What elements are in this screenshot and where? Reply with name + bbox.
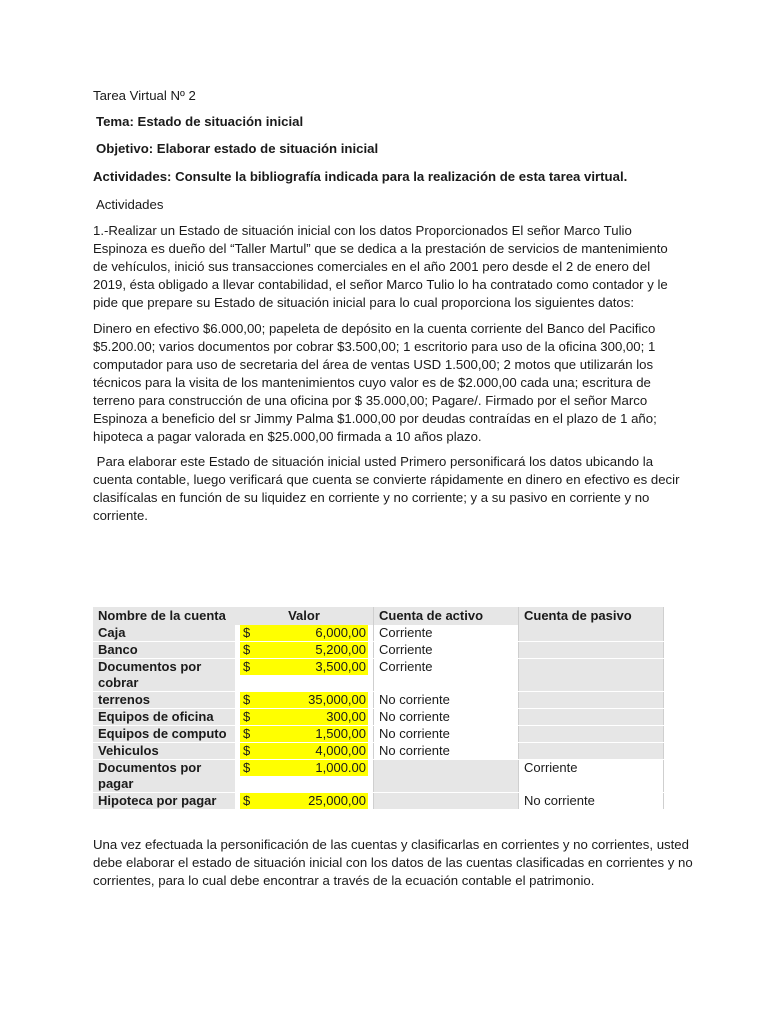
asset-classification-cell: Corriente [374, 659, 519, 692]
value-cell [235, 692, 374, 709]
account-name-cell: Equipos de oficina [93, 709, 235, 726]
highlighted-amount [240, 709, 368, 725]
table-body [93, 625, 664, 810]
liability-classification-cell: No corriente [519, 793, 664, 810]
highlighted-amount [240, 760, 368, 776]
highlighted-amount [240, 642, 368, 658]
currency-symbol: $ [243, 743, 251, 758]
value-cell [235, 709, 374, 726]
document-title: Tarea Virtual Nº 2 [93, 88, 196, 103]
liability-classification-cell [519, 726, 664, 743]
currency-symbol: $ [243, 625, 251, 640]
amount: 35,000,00 [308, 692, 366, 707]
asset-classification-cell: No corriente [374, 709, 519, 726]
paragraph-text: Una vez efectuada la personificación de las cuentas y clasificarlas en corrientes y no corrientes, usted debe elaborar el estado de situación inicial con los datos de las cuentas clasificadas en corrientes y no corrientes, para lo cual debe encontrar a través de la ecuación contable el patrimonio. [93, 837, 693, 888]
value-cell [235, 625, 374, 642]
highlighted-amount [240, 692, 368, 708]
amount: 3,500,00 [315, 659, 366, 674]
activities-label: Actividades [96, 197, 164, 212]
instruction-paragraph-2 [93, 453, 683, 525]
table-row [93, 760, 664, 793]
account-name-cell: Caja [93, 625, 235, 642]
highlighted-amount [240, 793, 368, 809]
currency-symbol: $ [243, 760, 251, 775]
paragraph-text: Dinero en efectivo $6.000,00; papeleta de depósito en la cuenta corriente del Banco del Pacifico $5.200.00; varios documentos por cobrar $3.500,00; 1 escritorio para uso de la oficina 300,00; 1 computador para uso de secretaria del área de ventas USD 1.500,00; 2 motos que utilizarán los técnicos para la visita de los mantenimientos cuyo valor es de $2.000,00 cada una; escritura de terreno para construcción de una oficina por $ 35.000,00; Pagare/. Firmado por el señor Marco Espinoza a beneficio del sr Jimmy Palma $1.000,00 por deudas contraídas en el plazo de 1 año; hipoteca a pagar valorada en $25.000,00 firmada a 10 años plazo. [93, 321, 657, 444]
currency-symbol: $ [243, 726, 251, 741]
paragraph-text: 1.-Realizar un Estado de situación inicial con los datos Proporcionados El señor Marco Tulio Espinoza es dueño del “Taller Martul” que se dedica a la prestación de servicios de mantenimiento de vehículos, inició sus transacciones comerciales en el año 2001 pero desde el 2 de enero del 2019, ésta obligado a llevar contabilidad, el señor Marco Tulio lo ha contratado como contador y le pide que prepare su Estado de situación inicial para lo cual proporciona los siguientes datos: [93, 223, 668, 310]
liability-classification-cell: Corriente [519, 760, 664, 793]
liability-classification-cell [519, 692, 664, 709]
liability-classification-cell [519, 642, 664, 659]
currency-symbol: $ [243, 709, 251, 724]
asset-classification-cell: No corriente [374, 743, 519, 760]
accounts-table [93, 607, 664, 810]
highlighted-amount [240, 625, 368, 641]
header-liability-account: Cuenta de pasivo [519, 607, 664, 625]
amount: 4,000,00 [315, 743, 366, 758]
asset-classification-cell: No corriente [374, 726, 519, 743]
account-name-cell: Banco [93, 642, 235, 659]
highlighted-amount [240, 659, 368, 675]
activities-heading: Actividades: Consulte la bibliografía indicada para la realización de esta tarea virtual. [93, 169, 628, 184]
amount: 25,000,00 [308, 793, 366, 808]
account-name-cell: Equipos de computo [93, 726, 235, 743]
value-cell [235, 726, 374, 743]
topic-heading: Tema: Estado de situación inicial [96, 114, 304, 129]
instruction-paragraph-1 [93, 222, 683, 312]
asset-classification-cell [374, 793, 519, 810]
amount: 5,200,00 [315, 642, 366, 657]
account-name-cell: Documentos por cobrar [93, 659, 235, 692]
highlighted-amount [240, 726, 368, 742]
currency-symbol: $ [243, 793, 251, 808]
header-value: Valor [235, 607, 374, 625]
currency-symbol: $ [243, 692, 251, 707]
table-row [93, 743, 664, 760]
header-account-name: Nombre de la cuenta [93, 607, 235, 625]
asset-classification-cell [374, 760, 519, 793]
asset-classification-cell: Corriente [374, 625, 519, 642]
amount: 300,00 [326, 709, 366, 724]
amount: 6,000,00 [315, 625, 366, 640]
account-name-cell: Documentos por pagar [93, 760, 235, 793]
paragraph-text: Para elaborar este Estado de situación inicial usted Primero personificará los datos ubicando la cuenta contable, luego verificará que cuenta se convierte rápidamente en dinero en efectivo es decir clasifícalas en función de su liquidez en corriente y no corriente; y a su pasivo en corriente y no corriente. [93, 454, 684, 523]
data-paragraph [93, 320, 683, 446]
liability-classification-cell [519, 625, 664, 642]
table-row [93, 642, 664, 659]
closing-paragraph [93, 836, 693, 890]
account-name-cell: Vehiculos [93, 743, 235, 760]
liability-classification-cell [519, 709, 664, 726]
currency-symbol: $ [243, 659, 251, 674]
value-cell [235, 659, 374, 692]
table-row [93, 692, 664, 709]
value-cell [235, 760, 374, 793]
liability-classification-cell [519, 659, 664, 692]
table-header-row [93, 607, 664, 625]
value-cell [235, 642, 374, 659]
table-row [93, 709, 664, 726]
table-row [93, 793, 664, 810]
table-row [93, 625, 664, 642]
account-name-cell: terrenos [93, 692, 235, 709]
liability-classification-cell [519, 743, 664, 760]
table-row [93, 659, 664, 692]
amount: 1,500,00 [315, 726, 366, 741]
value-cell [235, 793, 374, 810]
account-name-cell: Hipoteca por pagar [93, 793, 235, 810]
amount: 1,000.00 [315, 760, 366, 775]
highlighted-amount [240, 743, 368, 759]
value-cell [235, 743, 374, 760]
asset-classification-cell: Corriente [374, 642, 519, 659]
header-asset-account: Cuenta de activo [374, 607, 519, 625]
table-row [93, 726, 664, 743]
asset-classification-cell: No corriente [374, 692, 519, 709]
objective-heading: Objetivo: Elaborar estado de situación inicial [96, 141, 379, 156]
currency-symbol: $ [243, 642, 251, 657]
